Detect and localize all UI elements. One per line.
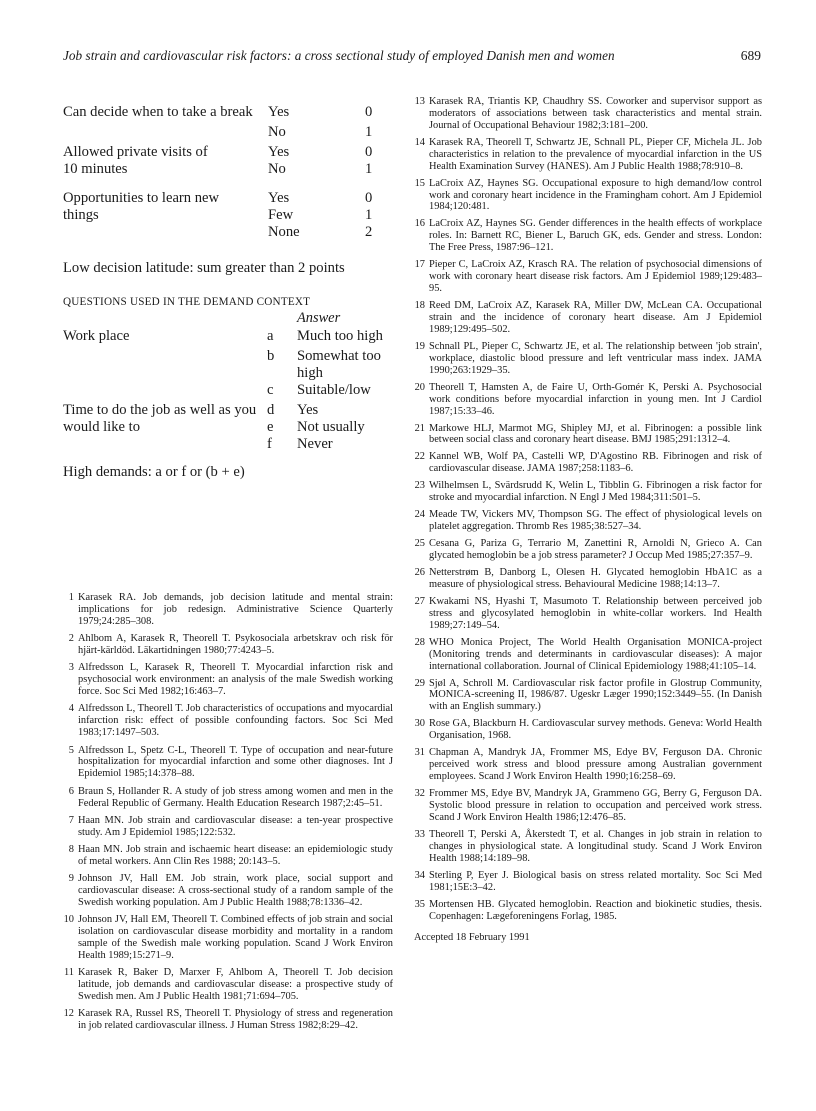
reference-number: 26 xyxy=(414,567,425,579)
decision-row-visits xyxy=(63,144,393,184)
answer-text: None xyxy=(268,224,300,240)
reference-item xyxy=(63,844,393,868)
reference-text: Wilhelmsen L, Svärdsrudd K, Welin L, Tibblin G. Fibrinogen a risk factor for stroke and myocardial infarction. N Engl J Med 1984;311:501–5. xyxy=(429,480,762,504)
answer-letter: a xyxy=(267,328,274,344)
reference-text: Frommer MS, Edye BV, Mandryk JA, Grammeno GG, Berry G, Ferguson DA. Systolic blood pressure in relation to occupation and perceived work stress. Scand J Work Environ Health 1986;12:476–85. xyxy=(429,788,762,823)
reference-number: 6 xyxy=(68,785,74,797)
reference-text: Kannel WB, Wolf PA, Castelli WP, D'Agostino RB. Fibrinogen and risk of cardiovascular disease. JAMA 1987;258:1183–6. xyxy=(429,451,762,475)
decision-row-learn xyxy=(63,190,393,250)
reference-item xyxy=(63,1008,393,1032)
page-number: 689 xyxy=(740,48,761,63)
reference-item xyxy=(414,218,762,254)
reference-item xyxy=(414,637,762,673)
reference-item xyxy=(414,899,762,923)
question-text: Can decide when to take a break xyxy=(63,104,253,120)
reference-item xyxy=(414,178,762,214)
reference-item xyxy=(414,480,762,504)
reference-item xyxy=(414,137,762,173)
reference-item xyxy=(414,423,762,447)
reference-text: WHO Monica Project, The World Health Organisation MONICA-project (Monitoring trends and determinants in cardiovascular diseases): A major international collaboration. Journal of Clinical Epidemiology 1988;41:105–14. xyxy=(429,636,762,672)
reference-number: 2 xyxy=(68,633,74,645)
reference-text: Chapman A, Mandryk JA, Frommer MS, Edye BV, Ferguson DA. Chronic perceived work stress and blood pressure among Australian government employees. Scand J Work Environ Health 1990;16:258–69. xyxy=(429,747,762,783)
reference-text: Sterling P, Eyer J. Biological basis on stress related mortality. Soc Sci Med 1981;15E:3–42. xyxy=(429,869,762,893)
reference-item xyxy=(414,96,762,132)
reference-text: Pieper C, LaCroix AZ, Krasch RA. The relation of psychosocial dimensions of work with coronary heart disease risk factors. Am J Epidemiol 1989;129:483–95. xyxy=(429,259,762,295)
demand-row-workplace xyxy=(63,328,403,398)
reference-number: 34 xyxy=(414,869,425,881)
reference-text: Theorell T, Hamsten A, de Faire U, Orth-Gomér K, Perski A. Psychosocial work conditions before myocardial infarction in young men. Int J Cardiol 1987;15:33–46. xyxy=(429,381,762,417)
answer-value: 2 xyxy=(365,224,373,240)
reference-text: Meade TW, Vickers MV, Thompson SG. The effect of physiological levels on platelet aggregation. Thromb Res 1985;38:527–34. xyxy=(429,509,762,533)
reference-number: 5 xyxy=(68,744,74,756)
reference-number: 28 xyxy=(414,636,425,648)
answer-letter: f xyxy=(267,436,272,452)
answer-text: Yes xyxy=(297,402,319,418)
reference-number: 20 xyxy=(414,381,425,393)
reference-item xyxy=(63,967,393,1003)
reference-number: 13 xyxy=(414,96,425,107)
reference-number: 24 xyxy=(414,509,425,521)
answer-text: Few xyxy=(268,207,294,223)
reference-text: Karasek RA, Russel RS, Theorell T. Physiology of stress and regeneration in job related cardiovascular illness. J Human Stress 1982;8:29–42. xyxy=(78,1008,393,1032)
demand-heading: QUESTIONS USED IN THE DEMAND CONTEXT xyxy=(63,296,311,308)
reference-number: 1 xyxy=(68,592,74,603)
reference-item xyxy=(414,596,762,632)
answer-value: 1 xyxy=(365,161,373,177)
reference-number: 10 xyxy=(63,914,74,926)
reference-item xyxy=(63,745,393,781)
question-text: Work place xyxy=(63,328,130,344)
reference-item xyxy=(63,914,393,962)
reference-text: Theorell T, Perski A, Åkerstedt T, et al. Changes in job strain in relation to changes in physiological state. A longitudinal study. Scand J Work Environ Health 1988;14:189–98. xyxy=(429,828,762,864)
answer-letter: d xyxy=(267,402,275,418)
reference-text: Karasek RA, Theorell T, Schwartz JE, Schnall PL, Pieper CF, Michela JL. Job characteristics in relation to the prevalence of myocardial infarction in the US Health Examination Survey (HANES). Am J Public Health 1988;78:910–8. xyxy=(429,136,762,172)
reference-item xyxy=(63,703,393,739)
reference-text: Cesana G, Pariza G, Terrario M, Zanettini R, Arnoldi N, Grieco A. Can glycated hemoglobin be a job stress parameter? J Occup Med 1985;27:357–9. xyxy=(429,538,762,562)
reference-item xyxy=(63,662,393,698)
answer-text: Never xyxy=(297,436,333,452)
reference-number: 30 xyxy=(414,718,425,730)
reference-item xyxy=(414,451,762,475)
answer-text: Somewhat too high xyxy=(297,348,381,381)
reference-number: 22 xyxy=(414,451,425,463)
reference-text: Haan MN. Job strain and cardiovascular disease: a ten-year prospective study. Am J Epidemiol 1985;122:532. xyxy=(78,814,393,838)
answer-text: Much too high xyxy=(297,328,383,344)
reference-item xyxy=(414,788,762,824)
reference-item xyxy=(63,815,393,839)
reference-number: 31 xyxy=(414,747,425,759)
references-left xyxy=(63,592,393,1038)
reference-text: Braun S, Hollander R. A study of job stress among women and men in the Federal Republic of Germany. Health Education Research 1987;2:45–51. xyxy=(78,785,393,809)
reference-number: 8 xyxy=(68,844,74,856)
reference-item xyxy=(63,873,393,909)
reference-number: 18 xyxy=(414,300,425,312)
reference-text: Johnson JV, Hall EM. Job strain, work place, social support and cardiovascular disease: A cross-sectional study of a random sample of the Swedish working population. Am J Public Health 1988;78:1336–42. xyxy=(78,873,393,909)
answer-text: No xyxy=(268,161,286,177)
answer-value: 1 xyxy=(365,207,373,223)
reference-item xyxy=(414,341,762,377)
reference-text: Netterstrøm B, Danborg L, Olesen H. Glycated hemoglobin HbA1C as a measure of physiological stress. Behavioural Medicine 1988;14:13–7. xyxy=(429,567,762,590)
reference-number: 29 xyxy=(414,677,425,689)
reference-number: 35 xyxy=(414,898,425,910)
reference-number: 23 xyxy=(414,480,425,492)
reference-item xyxy=(414,678,762,714)
answer-heading: Answer xyxy=(297,310,341,326)
reference-number: 19 xyxy=(414,340,425,352)
reference-number: 9 xyxy=(68,873,74,885)
reference-text: Kwakami NS, Hyashi T, Masumoto T. Relationship between perceived job stress and glycosylated hemoglobin in white-collar workers. Ind Health 1989;27:149–54. xyxy=(429,595,762,631)
reference-text: Schnall PL, Pieper C, Schwartz JE, et al. The relationship between 'job strain', workplace, diastolic blood pressure and left ventricular mass index. JAMA 1990;263:1929–35. xyxy=(429,340,762,376)
reference-item xyxy=(414,829,762,865)
reference-text: Alfredsson L, Spetz C-L, Theorell T. Type of occupation and near-future hospitalization for myocardial infarction and some other diagnoses. Int J Epidemiol 1985;14:378–88. xyxy=(78,744,393,780)
reference-text: LaCroix AZ, Haynes SG. Occupational exposure to high demand/low control work and coronary heart incidence in the Framingham cohort. Am J Epidemiol 1984;120:481. xyxy=(429,177,762,213)
reference-number: 7 xyxy=(68,814,74,826)
reference-text: Alfredsson L, Karasek R, Theorell T. Myocardial infarction risk and psychosocial work environment: an analysis of the male Swedish working force. Soc Sci Med 1982;16:463–7. xyxy=(78,662,393,698)
reference-number: 25 xyxy=(414,538,425,550)
demand-row-time xyxy=(63,402,403,462)
answer-value: 0 xyxy=(365,104,373,120)
answer-letter: e xyxy=(267,419,274,435)
answer-value: 1 xyxy=(365,124,373,140)
reference-text: Rose GA, Blackburn H. Cardiovascular survey methods. Geneva: World Health Organisation, 1968. xyxy=(429,718,762,742)
demand-summary: High demands: a or f or (b + e) xyxy=(63,464,245,480)
question-text: Time to do the job as well as you would like to xyxy=(63,402,257,435)
reference-text: Sjøl A, Schroll M. Cardiovascular risk factor profile in Glostrup Community, MONICA-screening II, 1986/87. Ugeskr Læger 1990;152:3449–55. (In Danish with an English summary.) xyxy=(429,677,762,713)
answer-text: Not usually xyxy=(297,419,365,435)
references-right xyxy=(414,96,762,943)
reference-item xyxy=(63,786,393,810)
reference-text: Karasek RA. Job demands, job decision latitude and mental strain: implications for job redesign. Administrative Science Quarterly 1979;24:285–308. xyxy=(78,592,393,627)
reference-number: 14 xyxy=(414,136,425,148)
reference-number: 33 xyxy=(414,828,425,840)
reference-text: Karasek R, Baker D, Marxer F, Ahlbom A, Theorell T. Job decision latitude, job demands and cardiovascular disease: a prospective study of Swedish men. Am J Public Health 1981;71:694–705. xyxy=(78,967,393,1003)
question-text: Opportunities to learn new things xyxy=(63,190,220,223)
answer-text: Yes xyxy=(268,190,290,206)
reference-item xyxy=(414,259,762,295)
reference-item xyxy=(414,718,762,742)
decision-summary: Low decision latitude: sum greater than 2 points xyxy=(63,260,345,276)
reference-number: 17 xyxy=(414,259,425,271)
reference-number: 27 xyxy=(414,595,425,607)
decision-row-break xyxy=(63,104,393,144)
running-title: Job strain and cardiovascular risk factors: a cross sectional study of employed Danish men and women xyxy=(63,48,615,63)
reference-number: 11 xyxy=(63,967,74,979)
answer-letter: c xyxy=(267,382,274,398)
reference-item xyxy=(414,870,762,894)
reference-text: Ahlbom A, Karasek R, Theorell T. Psykosociala arbetskrav och risk för hjärt-kärldöd. Läkartidningen 1980;77:4243–5. xyxy=(78,633,393,657)
reference-item xyxy=(63,633,393,657)
reference-text: Reed DM, LaCroix AZ, Karasek RA, Miller DW, McLean CA. Occupational strain and the incidence of coronary heart disease. Am J Epidemiol 1989;129:495–502. xyxy=(429,300,762,335)
reference-text: Alfredsson L, Theorell T. Job characteristics of occupations and myocardial infarction risk: effect of possible confounding factors. Soc Sci Med 1983;17:1497–503. xyxy=(78,703,393,739)
reference-item xyxy=(414,382,762,418)
answer-letter: b xyxy=(267,348,275,364)
reference-number: 15 xyxy=(414,177,425,189)
answer-text: No xyxy=(268,124,286,140)
reference-number: 4 xyxy=(68,703,74,715)
reference-item xyxy=(414,747,762,783)
reference-text: Karasek RA, Triantis KP, Chaudhry SS. Coworker and supervisor support as moderators of associations between task characteristics and mental strain. Journal of Occupational Behaviour 1982;3:181–200. xyxy=(429,96,762,131)
answer-text: Yes xyxy=(268,104,290,120)
reference-number: 32 xyxy=(414,788,425,800)
reference-item xyxy=(414,538,762,562)
reference-number: 21 xyxy=(414,422,425,434)
reference-item xyxy=(414,300,762,336)
answer-value: 0 xyxy=(365,144,373,160)
reference-item xyxy=(414,567,762,591)
reference-item xyxy=(414,509,762,533)
reference-text: LaCroix AZ, Haynes SG. Gender differences in the health effects of workplace roles. In: Barnett RC, Biener L, Baruch GK, eds. Gender and stress. London: The Free Press, 1987:96–121. xyxy=(429,218,762,254)
reference-text: Markowe HLJ, Marmot MG, Shipley MJ, et al. Fibrinogen: a possible link between social class and coronary heart disease. BMJ 1985;291:1312–4. xyxy=(429,422,762,446)
reference-text: Haan MN. Job strain and ischaemic heart disease: an epidemiologic study of metal workers. Ann Clin Res 1988; 20:143–5. xyxy=(78,844,393,867)
question-text: Allowed private visits of 10 minutes xyxy=(63,144,208,177)
reference-text: Mortensen HB. Glycated hemoglobin. Reaction and biokinetic studies, thesis. Copenhagen: Lægeforeningens Forlag, 1985. xyxy=(429,898,762,922)
answer-text: Yes xyxy=(268,144,290,160)
reference-number: 12 xyxy=(63,1008,74,1020)
reference-item xyxy=(63,592,393,628)
answer-text: Suitable/low xyxy=(297,382,371,398)
accepted-date: Accepted 18 February 1991 xyxy=(414,932,530,944)
reference-text: Johnson JV, Hall EM, Theorell T. Combined effects of job strain and social isolation on cardiovascular disease morbidity and mortality in a random sample of the Swedish male working population. Scand J Work Environ Health 1989;15:271–9. xyxy=(78,914,393,962)
answer-value: 0 xyxy=(365,190,373,206)
running-header xyxy=(63,48,761,68)
reference-number: 3 xyxy=(68,662,74,674)
reference-number: 16 xyxy=(414,218,425,230)
